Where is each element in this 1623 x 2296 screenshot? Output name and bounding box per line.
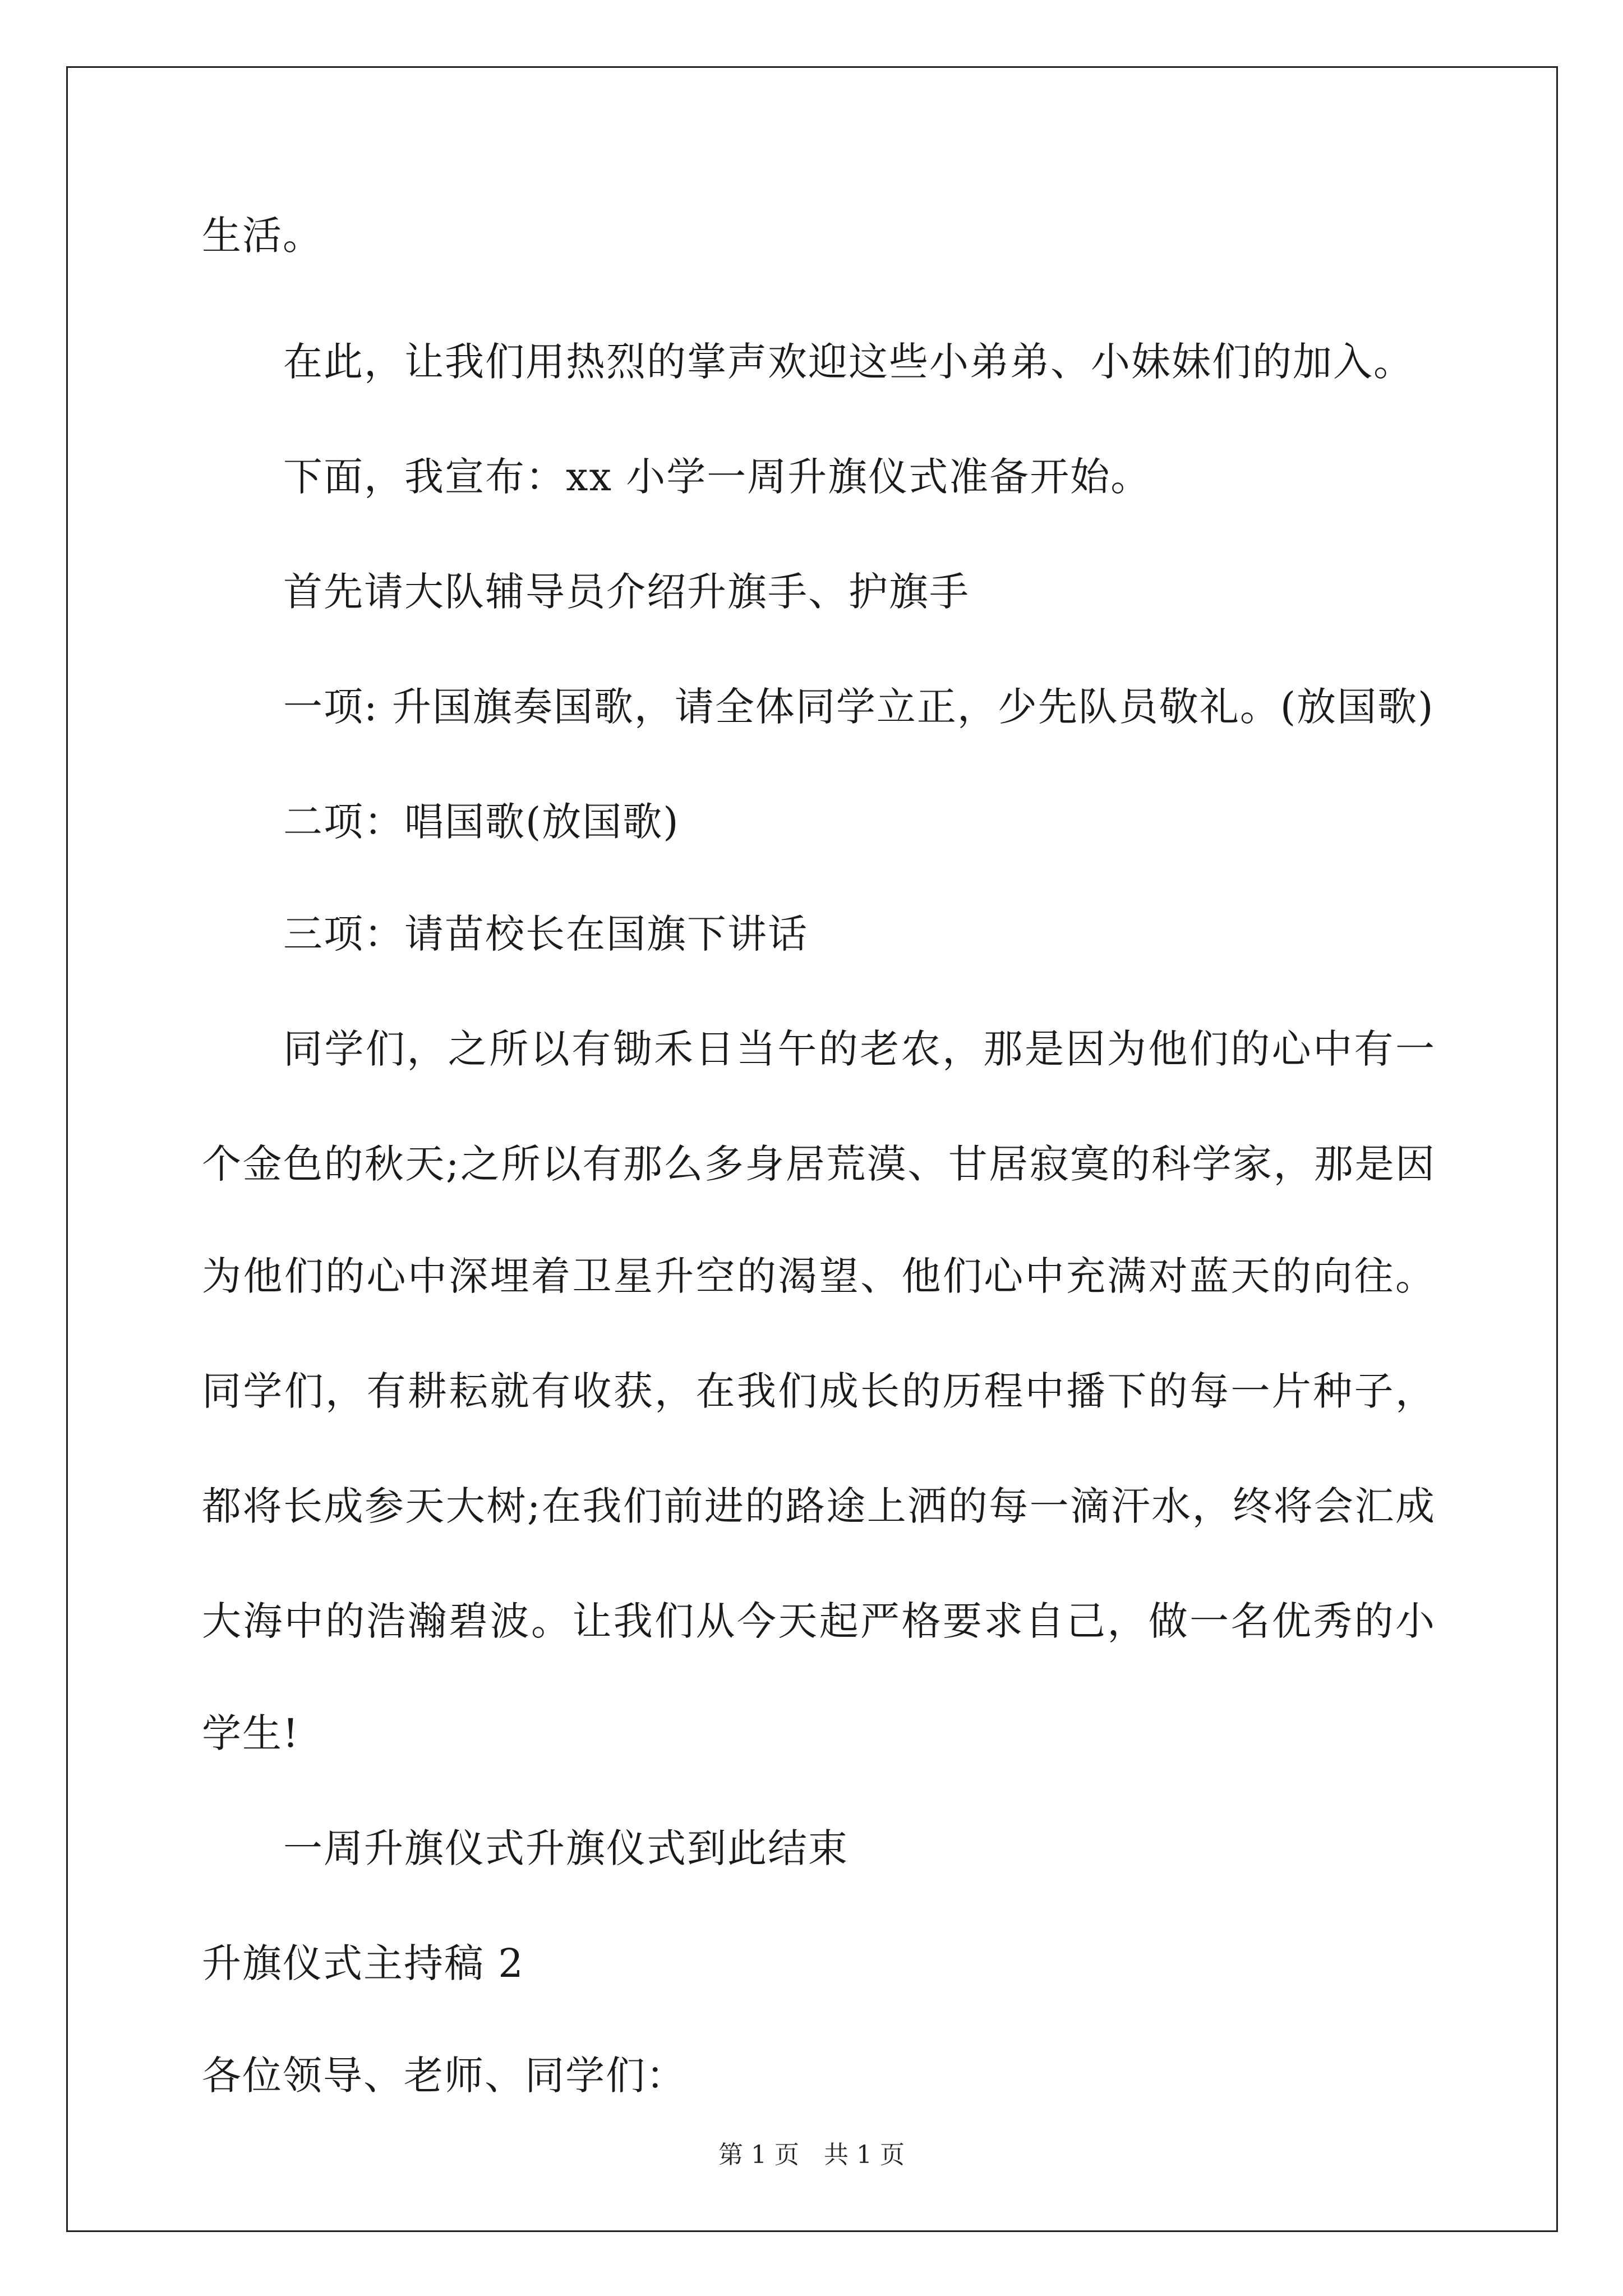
text-line: 首先请大队辅导员介绍升旗手、护旗手 <box>283 569 970 615</box>
text-line: 学生! <box>202 1710 300 1756</box>
text-line: 下面，我宣布：xx 小学一周升旗仪式准备开始。 <box>283 454 1151 500</box>
text-line: 一周升旗仪式升旗仪式到此结束 <box>283 1825 849 1871</box>
page-number-footer: 第 1 页 共 1 页 <box>718 2141 905 2169</box>
text-line: 都将长成参天大树;在我们前进的路途上洒的每一滴汗水，终将会汇成 <box>202 1483 1436 1529</box>
text-line: 在此，让我们用热烈的掌声欢迎这些小弟弟、小妹妹们的加入。 <box>283 339 1414 385</box>
text-line: 二项：唱国歌(放国歌) <box>283 799 680 845</box>
text-line: 同学们，之所以有锄禾日当午的老农，那是因为他们的心中有一 <box>283 1026 1436 1072</box>
text-line: 各位领导、老师、同学们： <box>202 2053 686 2099</box>
text-line: 生活。 <box>202 213 323 259</box>
text-line: 一项: 升国旗奏国歌，请全体同学立正，少先队员敬礼。(放国歌) <box>283 684 1435 730</box>
section-heading: 升旗仪式主持稿 2 <box>202 1940 524 1986</box>
text-line: 个金色的秋天;之所以有那么多身居荒漠、甘居寂寞的科学家，那是因 <box>202 1141 1436 1187</box>
text-line: 同学们，有耕耘就有收获，在我们成长的历程中播下的每一片种子， <box>202 1368 1436 1414</box>
text-line: 为他们的心中深埋着卫星升空的渴望、他们心中充满对蓝天的向往。 <box>202 1253 1436 1299</box>
text-line: 大海中的浩瀚碧波。让我们从今天起严格要求自己，做一名优秀的小 <box>202 1598 1436 1644</box>
text-line: 三项：请苗校长在国旗下讲话 <box>283 911 808 957</box>
